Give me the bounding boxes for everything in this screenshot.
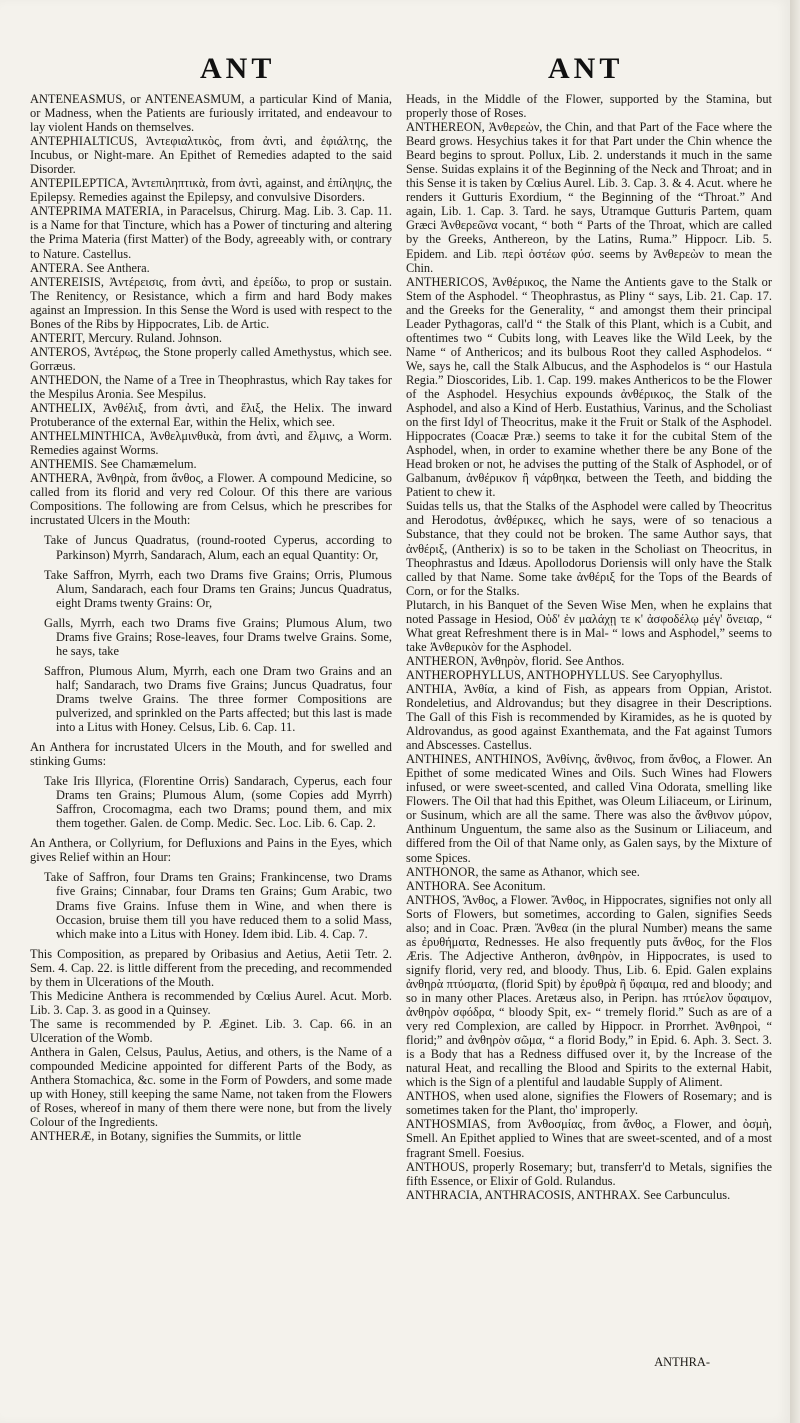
entry-antherae-cont: Heads, in the Middle of the Flower, supported by the Stamina, but properly those of Roses.: [406, 92, 772, 121]
recipe-5: Take Iris Illyrica, (Florentine Orris) Sandarach, Cyperus, each four Drams ten Grains; Plumous Alum, (some Copies add Myrrh) Saffron, Crocomagma, each two Drams; pound them, and mix them together. Galen. de Comp. Medic. Sec. Loc. Lib. 6. Cap. 2.: [44, 774, 392, 831]
entry-anthora: ANTHORA. See Aconitum.: [406, 878, 546, 893]
entry-anthonor: ANTHONOR, the same as Athanor, which see.: [406, 864, 640, 879]
recipe-6: Take of Saffron, four Drams ten Grains; Frankincense, two Drams five Grains; Cinnabar, four Drams ten Grains; Gum Arabic, two Drams five Grains. Infuse them in Wine, and when there is Occasion, bruise them till you have reduced them to a solid Mass, which make into a Litus with Honey. Idem ibid. Lib. 4. Cap. 7.: [44, 870, 392, 941]
running-head-right: ANT: [548, 52, 624, 85]
entry-anthemis: ANTHEMIS. See Chamæmelum.: [30, 457, 197, 472]
paragraph-anthera-galen: Anthera in Galen, Celsus, Paulus, Aetius, and others, is the Name of a compounded Medicine appointed for different Parts of the Body, as Anthera Stomachica, &c. some in the Form of Powders, and some made up with Honey, still keeping the same Name, not taken from the Flowers of Roses, whereof in many of them there were none, but from the lively Colour of the Ingredients.: [30, 1045, 392, 1130]
running-head-left: ANT: [200, 52, 276, 85]
entry-anteros: ANTEROS, Ἀντέρως, the Stone properly called Amethystus, which see. Gorræus.: [30, 344, 392, 373]
entry-antherophyllus: ANTHEROPHYLLUS, ANTHOPHYLLUS. See Caryophyllus.: [406, 667, 723, 682]
entry-antherae: ANTHERÆ, in Botany, signifies the Summits, or little: [30, 1129, 302, 1144]
entry-anthericos: ANTHERICOS, Ἀνθέρικος, the Name the Antients gave to the Stalk or Stem of the Asphodel. “ Theophrastus, as Pliny “ says, Lib. 21. Cap. 17. and the Greeks for the Generality, “ and amongst them their principal Leader Pythagoras, call'd “ the Stalk of this Plant, which is a Cubit, and oftentimes two “ Cubits long, with Leaves like the Wild Leek, by the Name “ of Anthericos; and its bulbous Root they called Asphodelos. “ We, says he, call the Stalk Albucus, and the Asphodelos is “ our Hastula Regia.” Dioscorides, Lib. 1. Cap. 199. makes Anthericos to be the Flower of the Asphodel. Hesychius expounds ἀνθέρικος, the Stalk of the Asphodel, and also a Kind of Herb. Eustathius, Varinus, and the Scholiast on the first Idyl of Theocritus, make it the Fruit or Stalk of the Asphodel. Hippocrates (Coacæ Præ.) seems to take it for the cubital Stem of the Asphodel, when, in order to examine whether there be any Bone of the Head broken or not, he advises the putting of the Stalk of Asphodel, or of Galbanum, ἀνθέρικον ἢ νάρθηκα, between the Teeth, and bidding the Patient to chew it.: [406, 274, 772, 500]
entry-antera: ANTERA. See Anthera.: [30, 260, 150, 275]
catchword: ANTHRA-: [654, 1355, 710, 1369]
entry-anthelix: ANTHELIX, Ἀνθέλιξ, from ἀντὶ, and ἕλιξ, the Helix. The inward Protuberance of the external Ear, within the Helix, which see.: [30, 401, 392, 430]
entry-anthereon: ANTHEREON, Ἀνθερεὼν, the Chin, and that Part of the Face where the Beard grows. Hesychius takes it for that Part under the Chin whence the Beard begins to sprout. Pollux, Lib. 2. understands it much in the same Sense. Suidas explains it of the Beginning of the Neck and Throat; and in this Sense it is taken by Cœlius Aurel. Lib. 3. Cap. 3. & 4. Acut. where he renders it Gutturis Exordium, “ the Beginning of the “Throat.” And again, Lib. 1. Cap. 3. Tard. he says, Utramque Gutturis Partem, quam Græci Ἀνθερεῶνα vocant, “ both “ Parts of the Throat, which are called by the Greeks, Anthereon, by the Latins, Ruma.” Hippocr. Lib. 5. Epidem. and Lib. περὶ ὀστέων φύσ. seems by Ἀνθερεὼν to mean the Chin.: [406, 120, 772, 275]
entry-anthos-alone: ANTHOS, when used alone, signifies the Flowers of Rosemary; and is sometimes taken for the Plant, tho' improperly.: [406, 1089, 772, 1118]
entry-anthelminthica: ANTHELMINTHICA, Ἀνθελμινθικὰ, from ἀντὶ, and ἕλμινς, a Worm. Remedies against Worms.: [30, 429, 392, 458]
entry-anthia: ANTHIA, Ἀνθία, a kind of Fish, as appears from Oppian, Aristot. Rondeletius, and Aldrovandus; but they disagree in their Descriptions. The Gall of this Fish is recommended by Kiramides, as he is quoted by Aldrovandus, as good against Exanthemata, and the Fat against Tumors and Abscesses. Castellus.: [406, 681, 772, 753]
right-column: [406, 92, 772, 1202]
paragraph-oribasius: This Composition, as prepared by Oribasius and Aetius, Aetii Tetr. 2. Sem. 4. Cap. 22. is little different from the preceding, and recommended by them in Ulcerations of the Mouth.: [30, 946, 392, 989]
entry-antepileptica: ANTEPILEPTICA, Ἀντεπιληπτικὰ, from ἀντὶ, against, and ἐπίληψις, the Epilepsy. Remedies against the Epilepsy, and convulsive Disorders.: [30, 176, 392, 205]
entry-anthos: ANTHOS, Ἄνθος, a Flower. Ἄνθος, in Hippocrates, signifies not only all Sorts of Flowers, but sometimes, according to Galen, signifies Seeds also; and in Coac. Præn. Ἄνθεα (in the plural Number) means the same as ἐρυθήματα, Rednesses. He also frequently puts ἄνθος, for the Flos Æris. The Adjective Antheron, ἀνθηρὸν, in Hippocrates, is used to signify florid, very red, and bloody. Thus, Lib. 6. Epid. Galen explains ἀνθηρὰ πτύσματα, (florid Spit) by ἐρυθρὰ ἢ ὕφαιμα, red and bloody; and so in many other Places. Aretæus also, in Peripn. has πτύελον ὕφαιμον, ἀνθηρὸν σφόδρα, “ bloody Spit, ex- “ tremely florid.” Such as are of a very red Complexion, are called by Hippocr. in Prorrhet. Ἀνθηροὶ, “ florid;” and ἀνθηρὸν σῶμα, “ a florid Body,” in Epid. 6. Aph. 3. Sect. 3. is a Body that has a Redness diffused over it, by the Increase of the natural Heat, and recalling the Blood and Spirits to the external Habit, which is the Sign of a plentiful and laudable Supply of Aliment.: [406, 892, 772, 1090]
page-gutter: [790, 0, 800, 1423]
recipe-1: Take of Juncus Quadratus, (round-rooted Cyperus, according to Parkinson) Myrrh, Sandarach, Alum, each an equal Quantity: Or,: [44, 533, 392, 562]
paragraph-suidas: Suidas tells us, that the Stalks of the Asphodel were called by Theocritus and Herodotus, ἀνθέρικες, which he says, were of so tenacious a Substance, that they could not be broken. The same Author says, that ἀνθέριξ, (Antherix) is so to be taken in the Scholiast on Theocritus, in Theophrastus and Idæus. Apollodorus Doriensis will only have the Stalk called by that Name. Some take ἀνθέριξ for the Tops of the Beards of Corn, or for the Stalks.: [406, 499, 772, 598]
entry-anthedon: ANTHEDON, the Name of a Tree in Theophrastus, which Ray takes for the Mespilus Aronia. See Mespilus.: [30, 372, 392, 401]
entry-anteprima-materia: ANTEPRIMA MATERIA, in Paracelsus, Chirurg. Mag. Lib. 3. Cap. 11. is a Name for that Tincture, which has a Power of tincturing and altering the Prima Materia (first Matter) of the Body, agreeably with, or contrary to Nature. Castellus.: [30, 204, 392, 261]
entry-antereisis: ANTEREISIS, Ἀντέρεισις, from ἀντὶ, and ἐρείδω, to prop or sustain. The Renitency, or Resistance, which a firm and hard Body makes against an Impression. In this Sense the Word is used with respect to the Bones of the Ribs by Hippocrates, Lib. de Artic.: [30, 274, 392, 331]
entry-anthracia: ANTHRACIA, ANTHRACOSIS, ANTHRAX. See Carbunculus.: [406, 1187, 731, 1202]
paragraph-aeginet: The same is recommended by P. Æginet. Lib. 3. Cap. 66. in an Ulceration of the Womb.: [30, 1016, 392, 1045]
anthera-mouth-ulcers: An Anthera for incrustated Ulcers in the Mouth, and for swelled and stinking Gums:: [30, 740, 392, 769]
entry-anthera: ANTHERA, Ἀνθηρὰ, from ἄνθος, a Flower. A compound Medicine, so called from its florid and very red Colour. Of this there are various Compositions. The following are from Celsus, which he prescribes for incrustated Ulcers in the Mouth:: [30, 471, 392, 528]
entry-anthous: ANTHOUS, properly Rosemary; but, transferr'd to Metals, signifies the fifth Essence, or Elixir of Gold. Rulandus.: [406, 1159, 772, 1188]
paragraph-plutarch: Plutarch, in his Banquet of the Seven Wise Men, when he explains that noted Passage in Hesiod, Οὐδ' ἐν μαλάχῃ τε κ' ἀσφοδέλῳ μέγ' ὄνειαρ, “ What great Refreshment there is in Mal- “ lows and Asphodel,” seems to take Ἀνθερικὸν for the Asphodel.: [406, 597, 772, 654]
recipe-4: Saffron, Plumous Alum, Myrrh, each one Dram two Grains and an half; Sandarach, two Drams five Grains; Juncus Quadratus, four Drams twelve Grains. The three former Compositions are pulverized, and sprinkled on the Parts affected; but this last is made into a Litus with Honey. Celsus, Lib. 6. Cap. 11.: [44, 663, 392, 735]
recipe-2: Take Saffron, Myrrh, each two Drams five Grains; Orris, Plumous Alum, Sandarach, each four Drams ten Grains; Juncus Quadratus, eight Drams twenty Grains: Or,: [44, 567, 392, 610]
entry-antheron: ANTHERON, Ἀνθηρὸν, florid. See Anthos.: [406, 653, 625, 668]
entry-anterit: ANTERIT, Mercury. Ruland. Johnson.: [30, 330, 223, 345]
recipe-3: Galls, Myrrh, each two Drams five Grains; Plumous Alum, two Drams five Grains; Rose-leaves, four Drams twelve Grains. Some, he says, take: [44, 615, 392, 658]
entry-anteneasmus: ANTENEASMUS, or ANTENEASMUM, a particular Kind of Mania, or Madness, when the Patients are furiously irritated, and endeavour to lay violent Hands on themselves.: [30, 92, 392, 135]
entry-anthines: ANTHINES, ANTHINOS, Ἀνθίνης, ἄνθινος, from ἄνθος, a Flower. An Epithet of some medicated Wines and Oils. Such Wines had Flowers infused, or were sweet-scented, and called Vina Odorata, smelling like Flowers. The Oil that had this Epithet, was Oleum Liliaceum, or Lirinum, or Susinum, which are all the same. There was also the ἄνθινον μύρον, Anthinum Unguentum, the same also as the Susinum or Liliaceum, and differed from the Oil of that Name only, as Galen says, by the Mixture of some Spices.: [406, 752, 772, 865]
entry-antephialticus: ANTEPHIALTICUS, Ἀντεφιαλτικὸς, from ἀντὶ, and ἐφιάλτης, the Incubus, or Night-mare. An Epithet of Remedies adapted to the said Disorder.: [30, 134, 392, 177]
entry-anthosmias: ANTHOSMIAS, from Ἀνθοσμίας, from ἄνθος, a Flower, and ὀσμὴ, Smell. An Epithet applied to Wines that are sweet-scented, and of a most fragrant Smell. Foesius.: [406, 1117, 772, 1160]
paragraph-coelius: This Medicine Anthera is recommended by Cœlius Aurel. Acut. Morb. Lib. 3. Cap. 3. as good in a Quinsey.: [30, 988, 392, 1017]
anthera-collyrium: An Anthera, or Collyrium, for Defluxions and Pains in the Eyes, which gives Relief within an Hour:: [30, 836, 392, 865]
left-column: [30, 92, 392, 1143]
